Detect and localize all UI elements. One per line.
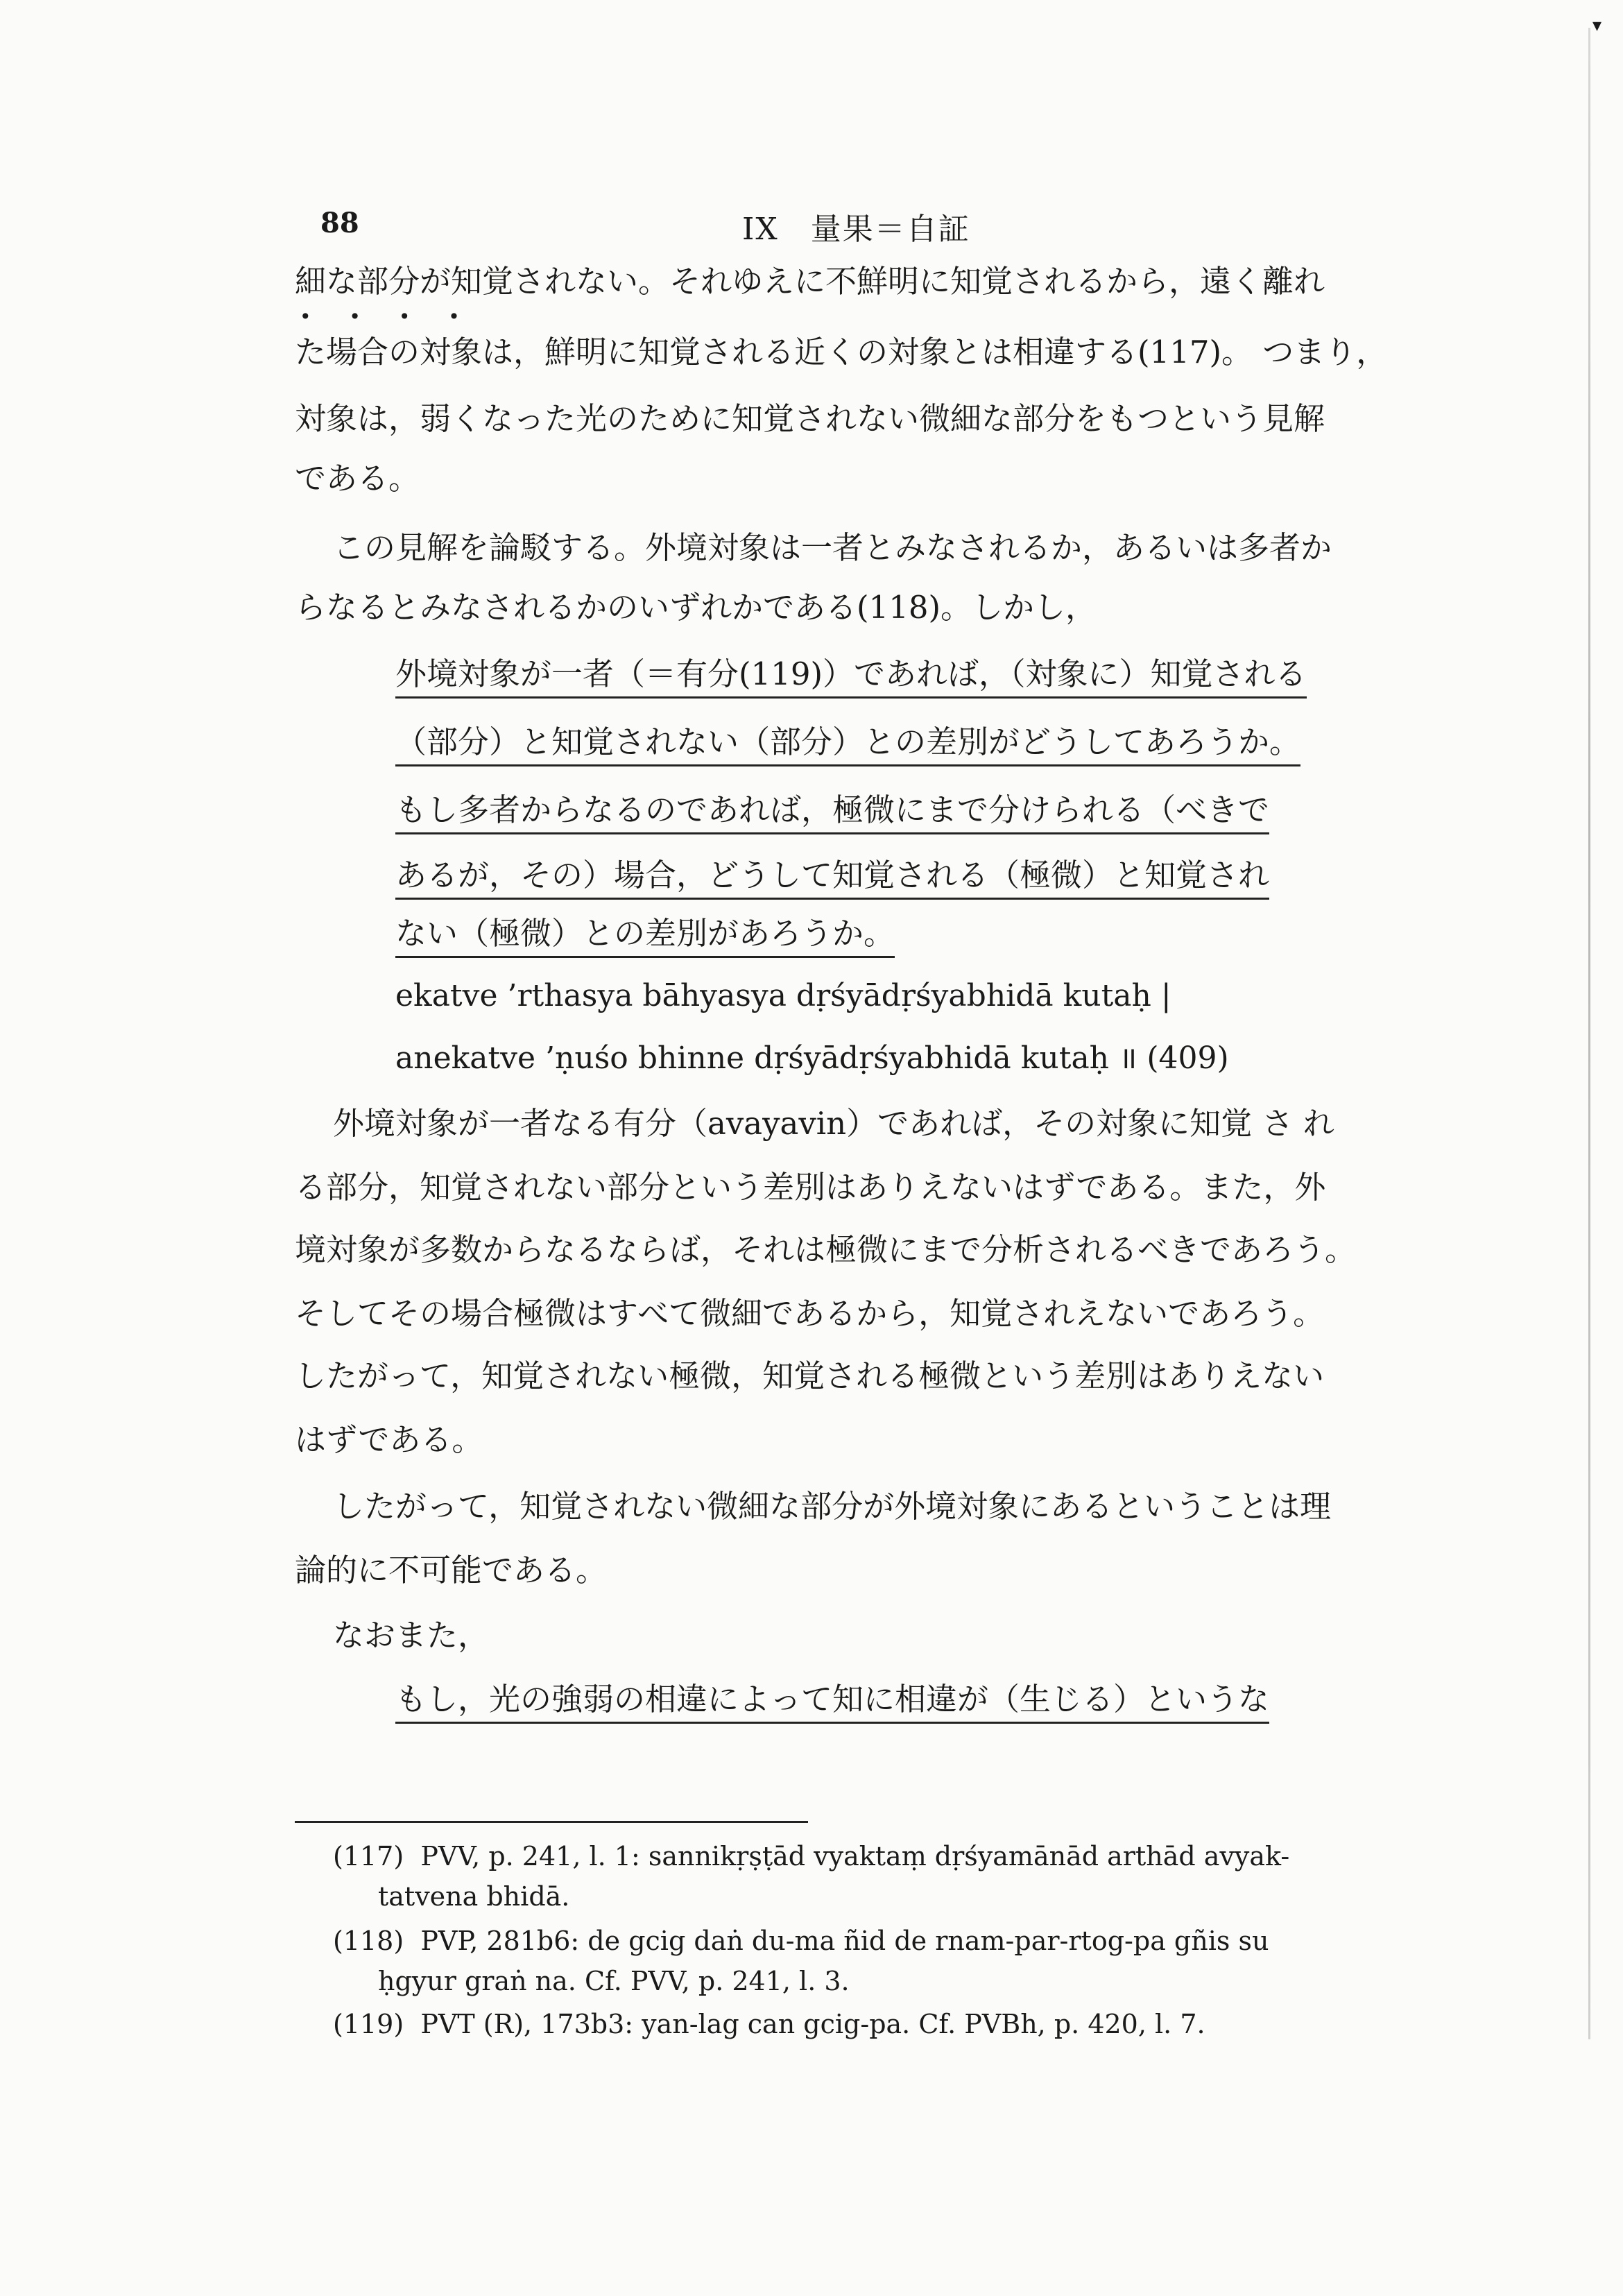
verse-line: もし，光の強弱の相違によって知に相違が（生じる）というな [395, 1681, 1269, 1724]
footnote-text: PVV, p. 241, l. 1: sannikṛṣṭād vyaktaṃ dṛśyamānād arthād avyak- [420, 1841, 1290, 1871]
footnote-label: (118) [333, 1926, 404, 1956]
text-line: この見解を論駁する。外境対象は一者とみなされるか，あるいは多者か [333, 529, 1332, 566]
corner-mark-icon: ▾ [1592, 15, 1602, 36]
text-line: はずである。 [295, 1421, 483, 1458]
footnote-117 [333, 1838, 1289, 1874]
footnote-continuation: ḥgyur graṅ na. Cf. PVV, p. 241, l. 3. [378, 1966, 850, 1996]
verse-line: もし多者からなるのであれば，極微にまで分けられる（べきで [395, 791, 1269, 834]
footnote-119 [333, 2006, 1205, 2042]
emphasis-dots: • • • • [300, 305, 476, 328]
text-line: したがって，知覚されない微細な部分が外境対象にあるということは理 [333, 1488, 1332, 1525]
verse-line: 外境対象が一者（＝有分(119)）であれば，（対象に）知覚される [395, 656, 1307, 699]
text-line: 対象は，弱くなった光のために知覚されない微細な部分をもつという見解 [295, 400, 1325, 437]
text-line: である。 [295, 460, 420, 497]
footnote-label: (117) [333, 1841, 404, 1871]
sanskrit-line: anekatve ’ṇuśo bhinne dṛśyādṛśyabhidā kutaḥ ॥ (409) [395, 1040, 1229, 1076]
verse-line: （部分）と知覚されない（部分）との差別がどうしてあろうか。 [395, 723, 1300, 766]
running-title: IX 量果＝自証 [742, 212, 970, 247]
text-line: そしてその場合極微はすべて微細であるから，知覚されえないであろう。 [295, 1295, 1325, 1332]
text-line: 論的に不可能である。 [295, 1552, 608, 1588]
page-number: 88 [320, 207, 359, 239]
page-edge-shadow [1588, 28, 1590, 2039]
footnote-continuation: tatvena bhidā. [378, 1881, 570, 1912]
verse-line: ない（極微）との差別があろうか。 [395, 915, 895, 958]
footnote-118 [333, 1923, 1269, 1959]
footnote-text: PVP, 281b6: de gcig daṅ du-ma ñid de rnam-par-rtog-pa gñis su [420, 1926, 1269, 1956]
text-line: 外境対象が一者なる有分（avayavin）であれば，その対象に知覚 さ れ [333, 1105, 1334, 1142]
text-line: したがって，知覚されない極微，知覚される極微という差別はありえない [295, 1357, 1325, 1394]
footnote-rule [295, 1821, 808, 1823]
footnote-text: PVT (R), 173b3: yan-lag can gcig-pa. Cf. PVBh, p. 420, l. 7. [420, 2009, 1205, 2039]
text-line: る部分，知覚されない部分という差別はありえないはずである。また，外 [295, 1169, 1326, 1206]
text-line: 境対象が多数からなるならば，それは極微にまで分析されるべきであろう。 [295, 1231, 1357, 1268]
text-line: なおまた， [333, 1617, 490, 1654]
footnote-label: (119) [333, 2009, 404, 2039]
text-line: らなるとみなされるかのいずれかである(118)。しかし， [295, 589, 1097, 626]
text-line: 細な部分が知覚されない。それゆえに不鮮明に知覚されるから，遠く離れ [295, 263, 1325, 300]
verse-line: あるが，その）場合，どうして知覚される（極微）と知覚され [395, 857, 1269, 900]
text-line: た場合の対象は，鮮明に知覚される近くの対象とは相違する(117)。 つまり， [295, 334, 1388, 370]
sanskrit-line: ekatve ’rthasya bāhyasya dṛśyādṛśyabhidā kutaḥ | [395, 978, 1171, 1013]
